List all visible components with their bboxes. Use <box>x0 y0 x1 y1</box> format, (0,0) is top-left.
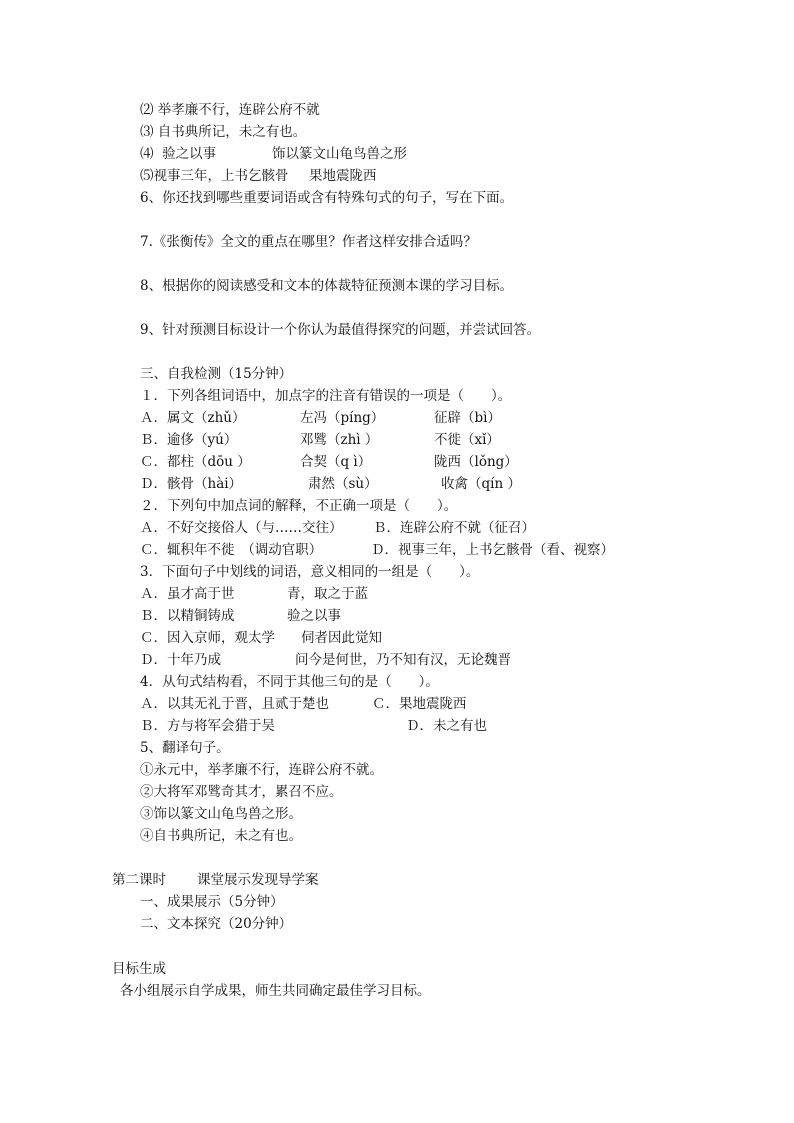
option-line: Ｄ．骸骨（hài） <box>140 476 243 492</box>
test-question-5: 5、翻译句子。 <box>140 740 230 756</box>
lesson-heading: 第二课时 <box>112 872 166 888</box>
option-line: 青，取之于蓝 <box>287 586 368 602</box>
option-line: 问今是何世，乃不知有汉，无论魏晋 <box>295 652 511 668</box>
question-6: 6、你还找到哪些重要词语或含有特殊句式的句子，写在下面。 <box>140 190 514 206</box>
text-line: 果地震陇西 <box>309 168 377 184</box>
test-question-2: ２．下列句中加点词的解释，不正确一项是（ ）。 <box>140 498 458 514</box>
option-line: Ｂ．以精铜铸成 <box>140 608 235 624</box>
option-line: Ａ．虽才高于世 <box>140 586 235 602</box>
text-line: ⑸视事三年，上书乞骸骨 <box>140 168 289 184</box>
option-line: 验之以事 <box>287 608 341 624</box>
test-question-3: 3．下面句子中划线的词语，意义相同的一组是（ ）。 <box>140 564 480 580</box>
option-line: Ｂ．连辟公府不就（征召） <box>373 520 535 536</box>
option-line: Ｄ．未之有也 <box>406 718 487 734</box>
option-line: 伺者因此觉知 <box>301 630 382 646</box>
option-line: 征辟（bì） <box>434 410 501 426</box>
lesson-heading: 课堂展示发现导学案 <box>197 872 319 888</box>
test-question-1: １．下列各组词语中，加点字的注音有错误的一项是（ ）。 <box>140 388 512 404</box>
option-line: 邓骘（zhì ） <box>300 432 379 448</box>
option-line: Ｃ．辄积年不徙 （调动官职） <box>140 542 323 558</box>
option-line: Ｂ．逾侈（yú） <box>140 432 238 448</box>
option-line: Ｄ．视事三年，上书乞骸骨（看、视察） <box>371 542 614 558</box>
text-line: ⑶ 自书典所记，未之有也。 <box>140 124 307 140</box>
section-heading: 三、自我检测（15分钟） <box>140 366 293 382</box>
question-9: 9、针对预测目标设计一个你认为最值得探究的问题，并尝试回答。 <box>140 322 541 338</box>
question-7: 7.《张衡传》全文的重点在哪里？作者这样安排合适吗？ <box>140 234 477 250</box>
option-line: Ｂ．方与将军会猎于吴 <box>140 718 275 734</box>
option-line: Ａ．不好交接俗人（与……交往） <box>140 520 343 536</box>
goal-text: 各小组展示自学成果，师生共同确定最佳学习目标。 <box>120 983 431 999</box>
option-line: Ｃ．因入京师，观太学 <box>140 630 275 646</box>
translation-item: ④自书典所记，未之有也。 <box>140 828 302 844</box>
option-line: 陇西（lǒng） <box>434 454 518 470</box>
translation-item: ③饰以篆文山龟鸟兽之形。 <box>140 806 302 822</box>
option-line: 左冯（píng） <box>300 410 385 426</box>
translation-item: ①永元中，举孝廉不行，连辟公府不就。 <box>140 762 383 778</box>
section-item: 一、成果展示（5分钟） <box>140 894 284 910</box>
option-line: 肃然（sù） <box>308 476 378 492</box>
option-line: 不徙（xǐ） <box>434 432 500 448</box>
option-line: Ｄ．十年乃成 <box>140 652 221 668</box>
option-line: Ｃ．都柱（dōu ） <box>140 454 251 470</box>
section-item: 二、文本探究（20分钟） <box>140 916 293 932</box>
option-line: Ｃ．果地震陇西 <box>372 696 467 712</box>
text-line: ⑷ 验之以事 <box>140 146 217 162</box>
text-line: ⑵ 举孝廉不行，连辟公府不就 <box>140 102 320 118</box>
goal-heading: 目标生成 <box>112 961 166 977</box>
option-line: Ａ．以其无礼于晋，且贰于楚也 <box>140 696 329 712</box>
option-line: 收禽（qín ） <box>441 476 521 492</box>
question-8: 8、根据你的阅读感受和文本的体裁特征预测本课的学习目标。 <box>140 278 514 294</box>
option-line: 合契（q ì） <box>300 454 372 470</box>
test-question-4: 4．从句式结构看，不同于其他三句的是（ ）。 <box>140 674 439 690</box>
translation-item: ②大将军邓骘奇其才，累召不应。 <box>140 784 343 800</box>
text-line: 饰以篆文山龟鸟兽之形 <box>272 146 407 162</box>
option-line: Ａ．属文（zhǔ） <box>140 410 246 426</box>
